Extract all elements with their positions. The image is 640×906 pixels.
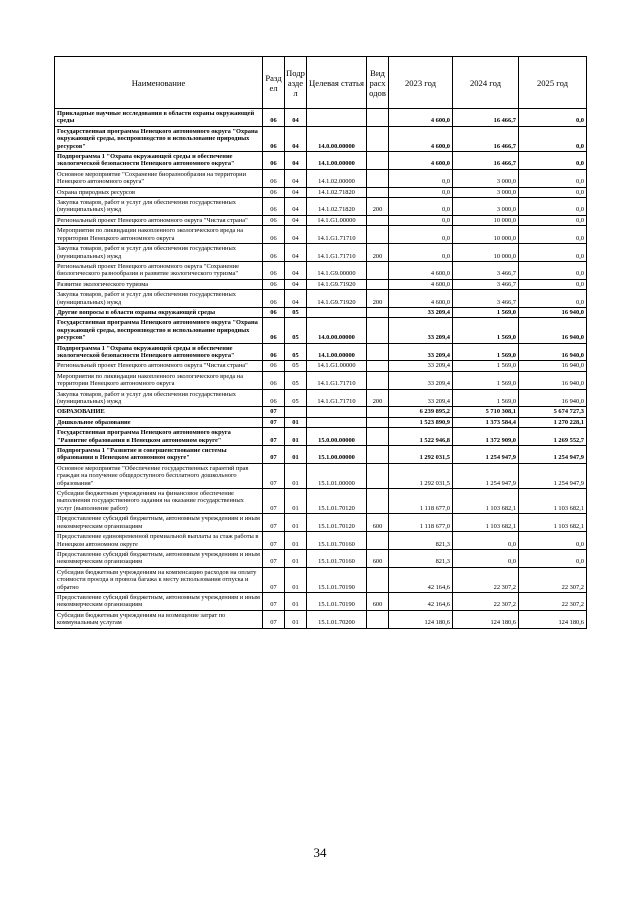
row-2024-value-cell: 5 710 308,1 xyxy=(453,407,519,417)
row-podrazdel-cell: 01 xyxy=(285,549,307,567)
row-razdel-cell: 06 xyxy=(263,198,285,216)
row-podrazdel-cell: 04 xyxy=(285,126,307,151)
row-2023-value-cell: 33 209,4 xyxy=(389,307,453,317)
table-row xyxy=(55,567,587,592)
row-name-cell: Региональный проект Ненецкого автономного округа "Сохранение биологического разнообразия и развитие экологического туризма" xyxy=(55,261,263,279)
row-expense-type-cell xyxy=(367,126,389,151)
row-name-cell: Закупка товаров, работ и услуг для обеспечения государственных (муниципальных) нужд xyxy=(55,244,263,262)
row-target-article-cell: 14.1.G1.71710 xyxy=(307,389,367,407)
table-header-row xyxy=(55,57,587,109)
row-2025-value-cell: 0,0 xyxy=(519,215,587,225)
row-2024-value-cell: 3 466,7 xyxy=(453,261,519,279)
table-row xyxy=(55,226,587,244)
row-expense-type-cell xyxy=(367,428,389,446)
row-2025-value-cell: 22 307,2 xyxy=(519,592,587,610)
header-year-2023: 2023 год xyxy=(389,57,453,109)
row-2023-value-cell: 821,3 xyxy=(389,532,453,550)
row-2023-value-cell: 0,0 xyxy=(389,244,453,262)
row-2023-value-cell: 0,0 xyxy=(389,226,453,244)
row-target-article-cell: 15.1.01.70160 xyxy=(307,549,367,567)
row-podrazdel-cell: 04 xyxy=(285,290,307,308)
row-2025-value-cell: 0,0 xyxy=(519,261,587,279)
row-2024-value-cell: 1 372 909,0 xyxy=(453,428,519,446)
table-row xyxy=(55,514,587,532)
row-2025-value-cell: 16 940,0 xyxy=(519,371,587,389)
header-podrazdel: Подр азде л xyxy=(285,57,307,109)
row-2023-value-cell: 1 118 677,0 xyxy=(389,489,453,514)
row-podrazdel-cell: 01 xyxy=(285,514,307,532)
row-razdel-cell: 07 xyxy=(263,610,285,628)
row-2023-value-cell: 1 523 890,9 xyxy=(389,417,453,427)
row-razdel-cell: 06 xyxy=(263,290,285,308)
table-row xyxy=(55,109,587,127)
row-podrazdel-cell: 05 xyxy=(285,318,307,343)
table-row xyxy=(55,318,587,343)
row-target-article-cell: 14.1.00.00000 xyxy=(307,343,367,361)
row-target-article-cell xyxy=(307,109,367,127)
row-name-cell: Подпрограмма 1 "Охрана окружающей среды и обеспечение экологической безопасности Ненецкого автономного округа" xyxy=(55,152,263,170)
row-razdel-cell: 07 xyxy=(263,514,285,532)
row-razdel-cell: 06 xyxy=(263,343,285,361)
row-2025-value-cell: 0,0 xyxy=(519,226,587,244)
row-2024-value-cell: 16 466,7 xyxy=(453,152,519,170)
row-2023-value-cell: 1 118 677,0 xyxy=(389,514,453,532)
row-razdel-cell: 07 xyxy=(263,407,285,417)
row-expense-type-cell xyxy=(367,152,389,170)
row-podrazdel-cell: 04 xyxy=(285,244,307,262)
table-row xyxy=(55,198,587,216)
row-target-article-cell xyxy=(307,307,367,317)
row-target-article-cell: 14.1.G1.71710 xyxy=(307,226,367,244)
row-2025-value-cell: 0,0 xyxy=(519,109,587,127)
row-podrazdel-cell: 05 xyxy=(285,343,307,361)
row-expense-type-cell xyxy=(367,187,389,197)
row-2023-value-cell: 4 600,0 xyxy=(389,290,453,308)
row-2025-value-cell: 0,0 xyxy=(519,532,587,550)
row-target-article-cell: 14.1.02.71820 xyxy=(307,187,367,197)
row-razdel-cell: 06 xyxy=(263,215,285,225)
table-row xyxy=(55,361,587,371)
row-podrazdel-cell: 01 xyxy=(285,532,307,550)
row-podrazdel-cell: 01 xyxy=(285,428,307,446)
row-name-cell: Субсидии бюджетным учреждениям на финансовое обеспечение выполнения государственного задания на оказание государственных услуг (выполнение работ) xyxy=(55,489,263,514)
row-target-article-cell: 14.1.G1.00000 xyxy=(307,215,367,225)
row-2025-value-cell: 0,0 xyxy=(519,290,587,308)
row-name-cell: Государственная программа Ненецкого автономного округа "Охрана окружающей среды, воспроизводство и использование природных ресурсов" xyxy=(55,318,263,343)
row-2024-value-cell: 124 180,6 xyxy=(453,610,519,628)
row-2024-value-cell: 1 254 947,9 xyxy=(453,446,519,464)
row-target-article-cell: 14.1.02.00000 xyxy=(307,169,367,187)
row-target-article-cell: 14.1.G9.71920 xyxy=(307,279,367,289)
row-2024-value-cell: 0,0 xyxy=(453,549,519,567)
page-number: 34 xyxy=(313,845,327,860)
table-row xyxy=(55,244,587,262)
row-2025-value-cell: 1 270 228,1 xyxy=(519,417,587,427)
row-expense-type-cell xyxy=(367,169,389,187)
row-razdel-cell: 06 xyxy=(263,307,285,317)
row-target-article-cell: 15.1.01.70190 xyxy=(307,567,367,592)
row-podrazdel-cell: 05 xyxy=(285,371,307,389)
row-2023-value-cell: 0,0 xyxy=(389,169,453,187)
row-expense-type-cell xyxy=(367,417,389,427)
row-razdel-cell: 06 xyxy=(263,169,285,187)
row-2025-value-cell: 16 940,0 xyxy=(519,389,587,407)
row-name-cell: Предоставление субсидий бюджетным, автономным учреждениям и иным некоммерческим организациям xyxy=(55,549,263,567)
row-2024-value-cell: 10 000,0 xyxy=(453,215,519,225)
header-razdel: Разд ел xyxy=(263,57,285,109)
row-expense-type-cell xyxy=(367,407,389,417)
row-podrazdel-cell: 01 xyxy=(285,610,307,628)
table-row xyxy=(55,463,587,488)
header-expense-type: Вид расх одов xyxy=(367,57,389,109)
row-2023-value-cell: 33 209,4 xyxy=(389,389,453,407)
table-row xyxy=(55,532,587,550)
row-2025-value-cell: 5 674 727,3 xyxy=(519,407,587,417)
row-razdel-cell: 06 xyxy=(263,261,285,279)
row-target-article-cell: 15.0.00.00000 xyxy=(307,428,367,446)
table-row xyxy=(55,187,587,197)
row-2025-value-cell: 1 254 947,9 xyxy=(519,463,587,488)
row-2024-value-cell: 1 569,0 xyxy=(453,318,519,343)
row-razdel-cell: 06 xyxy=(263,152,285,170)
table-row xyxy=(55,279,587,289)
row-2025-value-cell: 1 254 947,9 xyxy=(519,446,587,464)
row-podrazdel-cell: 04 xyxy=(285,215,307,225)
header-year-2025: 2025 год xyxy=(519,57,587,109)
row-2025-value-cell: 124 180,6 xyxy=(519,610,587,628)
row-podrazdel-cell: 04 xyxy=(285,169,307,187)
row-2023-value-cell: 33 209,4 xyxy=(389,361,453,371)
row-target-article-cell xyxy=(307,407,367,417)
row-2025-value-cell: 0,0 xyxy=(519,279,587,289)
table-row xyxy=(55,261,587,279)
row-razdel-cell: 06 xyxy=(263,109,285,127)
row-name-cell: Дошкольное образование xyxy=(55,417,263,427)
row-2024-value-cell: 1 254 947,9 xyxy=(453,463,519,488)
row-name-cell: Основное мероприятие "Обеспечение государственных гарантий прав граждан на получение общедоступного бесплатного дошкольного образования" xyxy=(55,463,263,488)
row-target-article-cell: 14.1.G1.71710 xyxy=(307,244,367,262)
row-2025-value-cell: 16 940,0 xyxy=(519,318,587,343)
row-2024-value-cell: 1 569,0 xyxy=(453,371,519,389)
row-podrazdel-cell: 05 xyxy=(285,307,307,317)
row-2023-value-cell: 4 600,0 xyxy=(389,261,453,279)
row-2023-value-cell: 1 292 031,5 xyxy=(389,463,453,488)
row-2025-value-cell: 0,0 xyxy=(519,244,587,262)
row-podrazdel-cell: 04 xyxy=(285,152,307,170)
row-2023-value-cell: 6 239 895,2 xyxy=(389,407,453,417)
table-row xyxy=(55,215,587,225)
row-target-article-cell: 14.1.G9.00000 xyxy=(307,261,367,279)
row-name-cell: Развитие экологического туризма xyxy=(55,279,263,289)
row-expense-type-cell xyxy=(367,226,389,244)
table-row xyxy=(55,610,587,628)
row-2023-value-cell: 1 522 946,8 xyxy=(389,428,453,446)
row-razdel-cell: 06 xyxy=(263,226,285,244)
row-target-article-cell: 15.1.01.70190 xyxy=(307,592,367,610)
table-row xyxy=(55,389,587,407)
row-razdel-cell: 07 xyxy=(263,428,285,446)
row-podrazdel-cell: 01 xyxy=(285,446,307,464)
row-2025-value-cell: 1 103 682,1 xyxy=(519,514,587,532)
row-razdel-cell: 06 xyxy=(263,126,285,151)
row-2024-value-cell: 1 569,0 xyxy=(453,343,519,361)
row-2023-value-cell: 33 209,4 xyxy=(389,371,453,389)
row-target-article-cell: 14.1.G1.71710 xyxy=(307,371,367,389)
row-2024-value-cell: 22 307,2 xyxy=(453,592,519,610)
row-razdel-cell: 07 xyxy=(263,532,285,550)
row-2025-value-cell: 16 940,0 xyxy=(519,343,587,361)
row-2025-value-cell: 1 269 552,7 xyxy=(519,428,587,446)
row-2024-value-cell: 1 103 682,1 xyxy=(453,489,519,514)
row-name-cell: Закупка товаров, работ и услуг для обеспечения государственных (муниципальных) нужд xyxy=(55,389,263,407)
row-target-article-cell xyxy=(307,417,367,427)
row-2025-value-cell: 0,0 xyxy=(519,549,587,567)
row-podrazdel-cell: 05 xyxy=(285,389,307,407)
row-expense-type-cell xyxy=(367,215,389,225)
row-name-cell: Субсидии бюджетным учреждениям на компенсацию расходов на оплату стоимости проезда и провоза багажа к месту использования отпуска и обратно xyxy=(55,567,263,592)
table-row xyxy=(55,417,587,427)
row-2024-value-cell: 3 466,7 xyxy=(453,290,519,308)
table-row xyxy=(55,592,587,610)
row-target-article-cell: 15.1.01.70200 xyxy=(307,610,367,628)
row-2024-value-cell: 1 373 584,4 xyxy=(453,417,519,427)
table-row xyxy=(55,343,587,361)
row-podrazdel-cell: 01 xyxy=(285,463,307,488)
table-row xyxy=(55,489,587,514)
row-2024-value-cell: 3 000,0 xyxy=(453,187,519,197)
row-expense-type-cell xyxy=(367,610,389,628)
row-target-article-cell: 15.1.01.00000 xyxy=(307,463,367,488)
row-podrazdel-cell: 01 xyxy=(285,489,307,514)
row-2024-value-cell: 3 466,7 xyxy=(453,279,519,289)
row-2025-value-cell: 16 940,0 xyxy=(519,307,587,317)
row-2023-value-cell: 4 600,0 xyxy=(389,279,453,289)
row-expense-type-cell xyxy=(367,279,389,289)
row-expense-type-cell: 200 xyxy=(367,290,389,308)
row-target-article-cell: 15.1.00.00000 xyxy=(307,446,367,464)
row-target-article-cell: 14.1.02.71820 xyxy=(307,198,367,216)
table-row xyxy=(55,371,587,389)
row-expense-type-cell xyxy=(367,567,389,592)
row-2023-value-cell: 1 292 031,5 xyxy=(389,446,453,464)
row-expense-type-cell xyxy=(367,371,389,389)
row-expense-type-cell xyxy=(367,109,389,127)
row-target-article-cell: 14.0.00.00000 xyxy=(307,318,367,343)
row-name-cell: Другие вопросы в области охраны окружающей среды xyxy=(55,307,263,317)
row-expense-type-cell xyxy=(367,463,389,488)
row-razdel-cell: 06 xyxy=(263,389,285,407)
row-2024-value-cell: 10 000,0 xyxy=(453,226,519,244)
row-target-article-cell: 15.1.01.70120 xyxy=(307,489,367,514)
row-razdel-cell: 06 xyxy=(263,279,285,289)
row-2024-value-cell: 0,0 xyxy=(453,532,519,550)
row-razdel-cell: 07 xyxy=(263,463,285,488)
row-razdel-cell: 06 xyxy=(263,187,285,197)
row-2025-value-cell: 1 103 682,1 xyxy=(519,489,587,514)
row-2024-value-cell: 1 569,0 xyxy=(453,361,519,371)
row-2024-value-cell: 1 103 682,1 xyxy=(453,514,519,532)
row-name-cell: Закупка товаров, работ и услуг для обеспечения государственных (муниципальных) нужд xyxy=(55,198,263,216)
row-razdel-cell: 06 xyxy=(263,361,285,371)
row-name-cell: Мероприятия по ликвидации накопленного экологического вреда на территории Ненецкого автономного округа xyxy=(55,226,263,244)
row-2023-value-cell: 42 164,6 xyxy=(389,567,453,592)
header-name: Наименование xyxy=(55,57,263,109)
row-podrazdel-cell: 04 xyxy=(285,187,307,197)
row-2025-value-cell: 22 307,2 xyxy=(519,567,587,592)
row-2025-value-cell: 0,0 xyxy=(519,152,587,170)
row-podrazdel-cell: 04 xyxy=(285,198,307,216)
row-razdel-cell: 07 xyxy=(263,567,285,592)
row-2023-value-cell: 4 600,0 xyxy=(389,126,453,151)
row-expense-type-cell: 600 xyxy=(367,514,389,532)
row-razdel-cell: 07 xyxy=(263,417,285,427)
row-name-cell: Государственная программа Ненецкого автономного округа "Развитие образования в Ненецком автономном округе" xyxy=(55,428,263,446)
row-expense-type-cell xyxy=(367,446,389,464)
row-target-article-cell: 15.1.01.70120 xyxy=(307,514,367,532)
row-expense-type-cell: 600 xyxy=(367,592,389,610)
table-row xyxy=(55,152,587,170)
row-expense-type-cell xyxy=(367,261,389,279)
row-2024-value-cell: 16 466,7 xyxy=(453,126,519,151)
table-row xyxy=(55,446,587,464)
row-2025-value-cell: 0,0 xyxy=(519,187,587,197)
table-row xyxy=(55,549,587,567)
row-podrazdel-cell: 04 xyxy=(285,226,307,244)
row-2023-value-cell: 33 209,4 xyxy=(389,318,453,343)
row-2025-value-cell: 0,0 xyxy=(519,169,587,187)
row-2023-value-cell: 4 600,0 xyxy=(389,152,453,170)
row-expense-type-cell xyxy=(367,318,389,343)
row-target-article-cell: 14.1.00.00000 xyxy=(307,152,367,170)
row-podrazdel-cell: 04 xyxy=(285,279,307,289)
row-name-cell: Субсидии бюджетным учреждениям на возмещение затрат по коммунальным услугам xyxy=(55,610,263,628)
row-name-cell: Предоставление единовременной премиальной выплаты за стаж работы в Ненецком автономном округе xyxy=(55,532,263,550)
row-2024-value-cell: 3 000,0 xyxy=(453,198,519,216)
row-2025-value-cell: 0,0 xyxy=(519,126,587,151)
row-2023-value-cell: 0,0 xyxy=(389,198,453,216)
row-2023-value-cell: 4 600,0 xyxy=(389,109,453,127)
row-podrazdel-cell: 01 xyxy=(285,567,307,592)
row-2024-value-cell: 3 000,0 xyxy=(453,169,519,187)
row-name-cell: Прикладные научные исследования в области охраны окружающей среды xyxy=(55,109,263,127)
row-name-cell: Мероприятия по ликвидации накопленного экологического вреда на территории Ненецкого автономного округа xyxy=(55,371,263,389)
row-2023-value-cell: 0,0 xyxy=(389,215,453,225)
row-name-cell: Основное мероприятие "Сохранение биоразнообразия на территории Ненецкого автономного округа" xyxy=(55,169,263,187)
row-razdel-cell: 06 xyxy=(263,318,285,343)
row-target-article-cell: 14.1.G9.71920 xyxy=(307,290,367,308)
row-name-cell: Региональный проект Ненецкого автономного округа "Чистая страна" xyxy=(55,361,263,371)
row-podrazdel-cell: 05 xyxy=(285,361,307,371)
row-expense-type-cell: 200 xyxy=(367,244,389,262)
row-podrazdel-cell xyxy=(285,407,307,417)
row-2024-value-cell: 16 466,7 xyxy=(453,109,519,127)
row-name-cell: Подпрограмма 1 "Развитие и совершенствование системы образования в Ненецком автономном округе" xyxy=(55,446,263,464)
row-expense-type-cell: 200 xyxy=(367,198,389,216)
row-expense-type-cell xyxy=(367,307,389,317)
row-name-cell: Предоставление субсидий бюджетным, автономным учреждениям и иным некоммерческим организациям xyxy=(55,514,263,532)
row-podrazdel-cell: 01 xyxy=(285,592,307,610)
row-2025-value-cell: 16 940,0 xyxy=(519,361,587,371)
row-razdel-cell: 06 xyxy=(263,371,285,389)
row-2024-value-cell: 1 569,0 xyxy=(453,389,519,407)
row-expense-type-cell: 200 xyxy=(367,389,389,407)
row-name-cell: ОБРАЗОВАНИЕ xyxy=(55,407,263,417)
row-name-cell: Предоставление субсидий бюджетным, автономным учреждениям и иным некоммерческим организациям xyxy=(55,592,263,610)
table-row xyxy=(55,428,587,446)
row-podrazdel-cell: 04 xyxy=(285,109,307,127)
row-target-article-cell: 14.1.G1.00000 xyxy=(307,361,367,371)
row-name-cell: Охрана природных ресурсов xyxy=(55,187,263,197)
row-expense-type-cell xyxy=(367,532,389,550)
row-2023-value-cell: 821,3 xyxy=(389,549,453,567)
row-name-cell: Региональный проект Ненецкого автономного округа "Чистая страна" xyxy=(55,215,263,225)
row-podrazdel-cell: 01 xyxy=(285,417,307,427)
row-name-cell: Закупка товаров, работ и услуг для обеспечения государственных (муниципальных) нужд xyxy=(55,290,263,308)
row-expense-type-cell xyxy=(367,489,389,514)
row-razdel-cell: 07 xyxy=(263,489,285,514)
row-2025-value-cell: 0,0 xyxy=(519,198,587,216)
row-target-article-cell: 15.1.01.70160 xyxy=(307,532,367,550)
row-target-article-cell: 14.0.00.00000 xyxy=(307,126,367,151)
header-year-2024: 2024 год xyxy=(453,57,519,109)
table-row xyxy=(55,407,587,417)
row-razdel-cell: 07 xyxy=(263,446,285,464)
row-expense-type-cell: 600 xyxy=(367,549,389,567)
budget-table xyxy=(54,56,587,629)
row-name-cell: Государственная программа Ненецкого автономного округа "Охрана окружающей среды, воспроизводство и использование природных ресурсов" xyxy=(55,126,263,151)
row-razdel-cell: 07 xyxy=(263,549,285,567)
row-2024-value-cell: 10 000,0 xyxy=(453,244,519,262)
row-name-cell: Подпрограмма 1 "Охрана окружающей среды и обеспечение экологической безопасности Ненецкого автономного округа" xyxy=(55,343,263,361)
row-expense-type-cell xyxy=(367,343,389,361)
table-row xyxy=(55,126,587,151)
row-podrazdel-cell: 04 xyxy=(285,261,307,279)
row-expense-type-cell xyxy=(367,361,389,371)
row-razdel-cell: 07 xyxy=(263,592,285,610)
row-2023-value-cell: 42 164,6 xyxy=(389,592,453,610)
row-2024-value-cell: 1 569,0 xyxy=(453,307,519,317)
row-2023-value-cell: 33 209,4 xyxy=(389,343,453,361)
row-2023-value-cell: 124 180,6 xyxy=(389,610,453,628)
row-razdel-cell: 06 xyxy=(263,244,285,262)
row-2024-value-cell: 22 307,2 xyxy=(453,567,519,592)
header-target-article: Целевая статья xyxy=(307,57,367,109)
table-row xyxy=(55,290,587,308)
table-row xyxy=(55,307,587,317)
table-row xyxy=(55,169,587,187)
row-2023-value-cell: 0,0 xyxy=(389,187,453,197)
